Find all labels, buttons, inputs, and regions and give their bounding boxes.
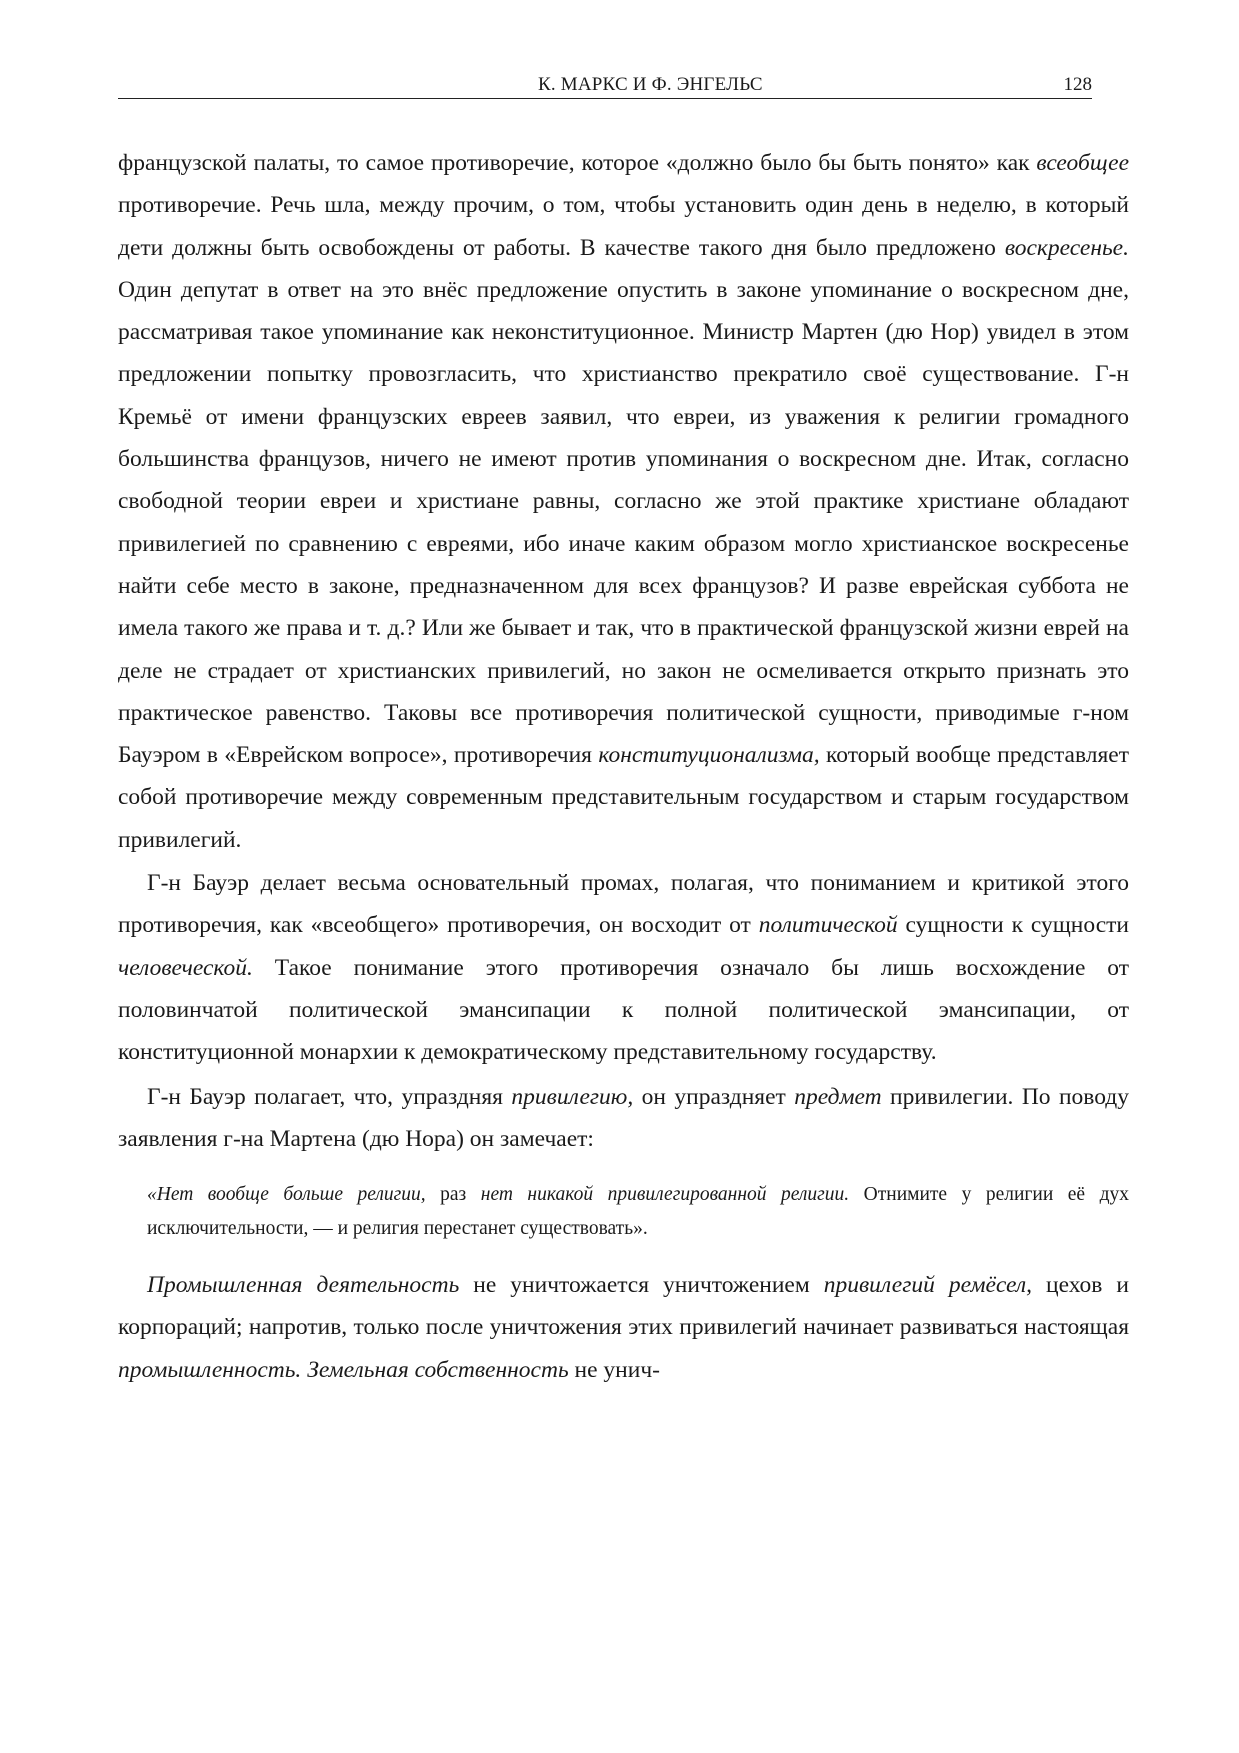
quote-emphasis: «Нет вообще больше религии,	[147, 1184, 426, 1206]
text-run: Один депутат в ответ на это внёс предложение опустить в законе упоминание о воскресном дне, рассматривая такое упоминание как неконституционное. Министр Мартен (дю Нор) увидел в этом предложении попытку провозгласить, что христианство прекратило своё существование. Г-н Кремьё от имени французских евреев заявил, что евреи, из уважения к религии громадного большинства французов, ничего не имеют против упоминания о воскресном дне. Итак, согласно свободной теории евреи и христиане равны, согласно же этой практике христиане обладают привилегией по сравнению с евреями, ибо иначе каким образом могло христианское воскресенье найти себе место в законе, предназначенном для всех французов? И разве еврейская суббота не имела такого же права и т. д.? Или же бывает и так, что в практической французской жизни еврей на деле не страдает от христианских привилегий, но закон не осмеливается открыто признать это практическое равенство. Таковы все противоречия политической сущности, приводимые г-ном Бауэром в «Еврейском вопросе», противоречия	[118, 276, 1129, 769]
page-number: 128	[1063, 74, 1092, 95]
emphasis: привилегий ремёсел,	[823, 1272, 1032, 1299]
emphasis: Промышленная деятельность	[147, 1272, 460, 1299]
text-run: сущности к сущности	[897, 912, 1129, 939]
text-run: цехов и корпораций; напротив, только после уничтожения этих привилегий начинает развиваться настоящая	[118, 1272, 1129, 1341]
paragraph-2	[118, 862, 1129, 1073]
emphasis: человеческой.	[118, 954, 253, 981]
paragraph-3	[118, 1076, 1129, 1161]
text-run: раз	[425, 1184, 481, 1206]
text-run: французской палаты, то самое противоречие, которое «должно было бы быть понято» как	[118, 150, 1037, 176]
text-run: Отнимите у религии её дух исключительности, — и религия перестанет существовать».	[147, 1184, 1129, 1240]
text-run: привилегии. По поводу заявления г-на Мартена (дю Нора) он замечает:	[118, 1083, 1130, 1152]
emphasis: Земельная собственность	[307, 1356, 569, 1383]
text-run: который вообще представляет собой противоречие между современным представительным государством и старым государством привилегий.	[118, 742, 1129, 853]
text-run: не уничтожается уничтожением	[459, 1272, 824, 1299]
text-run: противоречие. Речь шла, между прочим, о том, чтобы установить один день в неделю, в который дети должны быть освобождены от работы. В качестве такого дня было предложено	[118, 192, 1129, 261]
running-header	[118, 74, 1092, 99]
paragraph-1	[118, 142, 1129, 861]
emphasis: привилегию,	[511, 1083, 634, 1110]
emphasis: предмет	[794, 1083, 882, 1110]
text-run: Г-н Бауэр полагает, что, упраздняя	[147, 1083, 512, 1110]
running-header-title: К. МАРКС И Ф. ЭНГЕЛЬС	[538, 74, 763, 95]
emphasis: конституционализма,	[598, 742, 820, 769]
block-quote	[118, 1178, 1129, 1246]
emphasis: промышленность.	[118, 1356, 302, 1383]
emphasis: политической	[758, 912, 898, 939]
text-run: Г-н Бауэр делает весьма основательный промах, полагая, что пониманием и критикой этого противоречия, как «всеобщего» противоречия, он восходит от	[118, 870, 1129, 939]
emphasis: воскресенье.	[1004, 234, 1129, 261]
text-run: не унич-	[568, 1356, 660, 1383]
text-run: он упраздняет	[633, 1083, 795, 1110]
emphasis: всеобщее	[1036, 150, 1129, 176]
paragraph-4	[118, 1264, 1129, 1391]
body-text	[118, 142, 1129, 1391]
quote-emphasis: нет никакой привилегированной религии.	[480, 1184, 850, 1206]
text-run: Такое понимание этого противоречия означало бы лишь восхождение от половинчатой политической эмансипации к полной политической эмансипации, от конституционной монархии к демократическому представительному государству.	[118, 954, 1129, 1066]
